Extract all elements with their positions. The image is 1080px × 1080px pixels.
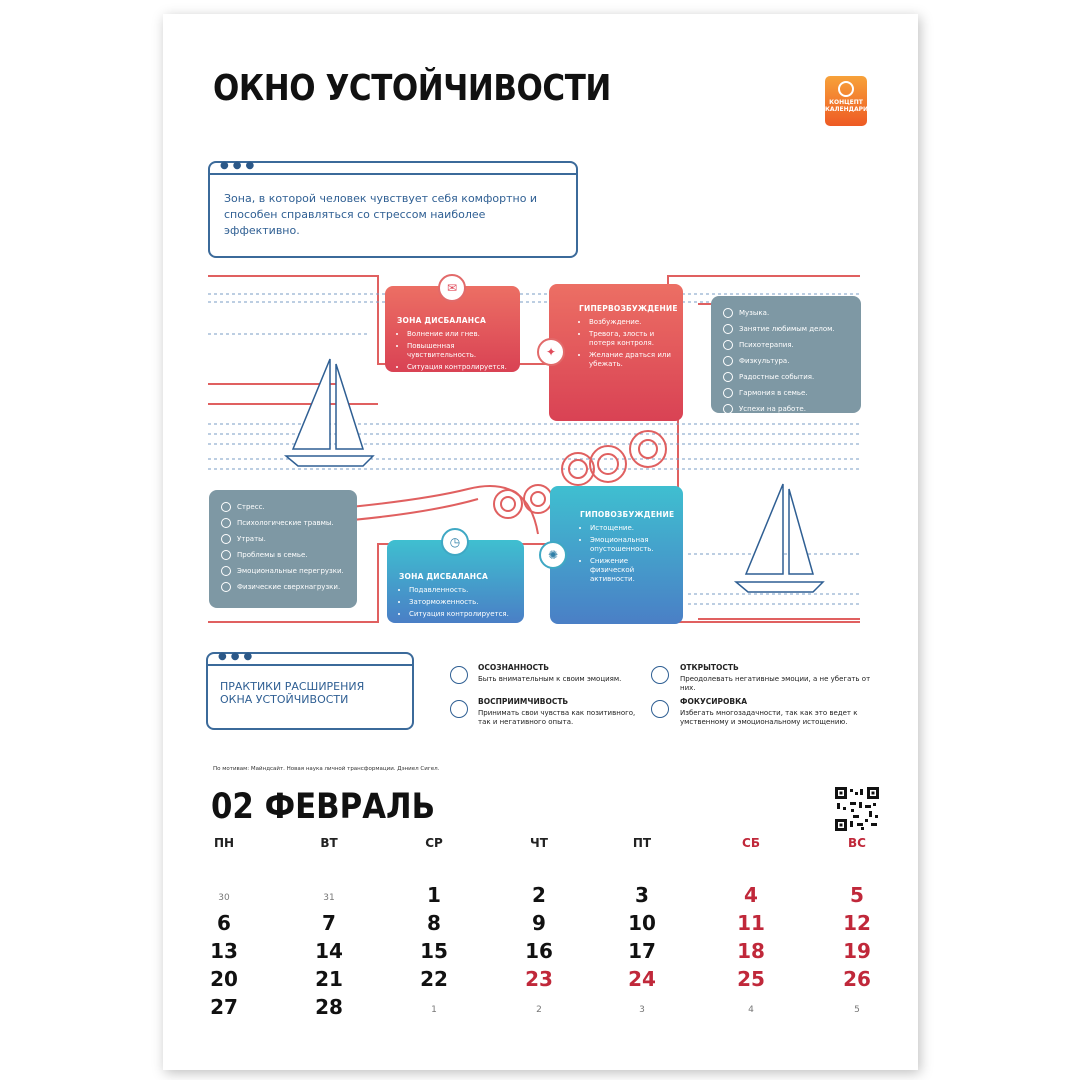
list-item: Занятие любимым делом. — [739, 324, 835, 333]
calendar-day: 5 — [850, 883, 864, 907]
list-item: • Желание драться или убежать. — [589, 351, 673, 369]
practice-text: Преодолевать негативные эмоции, а не убегать от них. — [680, 675, 871, 692]
calendar-day: 14 — [315, 939, 343, 963]
sailboat-left-icon — [286, 359, 373, 466]
list-item: • Волнение или гнев. — [407, 330, 510, 339]
weekday-header: ЧТ — [530, 836, 548, 850]
practice-text: Быть внимательным к своим эмоциям. — [478, 675, 622, 683]
practice-text: Принимать свои чувства как позитивного, так и негативного опыта. — [478, 709, 636, 726]
fight-icon: ✦ — [537, 338, 565, 366]
card-hyperarousal — [549, 284, 683, 421]
list-item: • Ситуация контролируется. — [409, 610, 514, 619]
calendar-day: 1 — [427, 883, 441, 907]
list-item: Эмоциональные перегрузки. — [237, 566, 344, 575]
page-title: ОКНО УСТОЙЧИВОСТИ — [213, 68, 611, 109]
broken-heart-icon — [221, 534, 231, 544]
calendar-day: 11 — [737, 911, 765, 935]
calendar-day-outside: 31 — [323, 893, 335, 903]
list-item: • Истощение. — [590, 524, 673, 533]
list-item: Гармония в семье. — [739, 388, 808, 397]
list-item: • Возбуждение. — [589, 318, 673, 327]
list-item: • Снижение физической активности. — [590, 557, 673, 584]
logo-line2: КАЛЕНДАРИ — [825, 106, 869, 113]
logo-line1: КОНЦЕПТ — [829, 99, 863, 106]
practice-title: ОТКРЫТОСТЬ — [680, 663, 739, 672]
exhaustion-icon: ✺ — [539, 541, 567, 569]
calendar-day: 21 — [315, 967, 343, 991]
calendar-day: 12 — [843, 911, 871, 935]
briefcase-icon — [723, 404, 733, 414]
calendar-day: 25 — [737, 967, 765, 991]
hobby-icon — [723, 324, 733, 334]
calendar-day: 22 — [420, 967, 448, 991]
calendar-day-outside: 2 — [536, 1005, 542, 1015]
focus-target-icon — [651, 700, 669, 718]
calendar-day: 10 — [628, 911, 656, 935]
chat-emotion-icon: ✉ — [438, 274, 466, 302]
practice-item — [680, 697, 885, 727]
source-credit: По мотивам: Майндсайт. Новая наука личной трансформации. Дэниел Сигел. — [213, 766, 440, 772]
weekday-header: СР — [425, 836, 443, 850]
list-item: Успехи на работе. — [739, 404, 806, 413]
list-item: Музыка. — [739, 308, 770, 317]
overload-icon — [221, 566, 231, 576]
list-item: • Подавленность. — [409, 586, 514, 595]
lightbulb-icon — [838, 81, 854, 97]
calendar-day: 17 — [628, 939, 656, 963]
openness-icon — [651, 666, 669, 684]
qr-code-icon[interactable] — [835, 787, 879, 831]
practice-item — [478, 663, 678, 684]
calendar-day: 3 — [635, 883, 649, 907]
calendar-day-outside: 30 — [218, 893, 230, 903]
calendar-day: 26 — [843, 967, 871, 991]
zone-top-title: ЗОНА ДИСБАЛАНСА — [397, 316, 486, 325]
list-item: Психологические травмы. — [237, 518, 334, 527]
list-item: Радостные события. — [739, 372, 815, 381]
calendar-day: 8 — [427, 911, 441, 935]
card-resources — [711, 296, 861, 413]
list-item: Психотерапия. — [739, 340, 794, 349]
calendar-day: 4 — [744, 883, 758, 907]
calendar-day-outside: 3 — [639, 1005, 645, 1015]
list-item: • Эмоциональная опустошенность. — [590, 536, 673, 554]
window-bar — [210, 160, 576, 175]
list-item: Физические сверхнагрузки. — [237, 582, 341, 591]
list-item: Утраты. — [237, 534, 266, 543]
card-stressors — [209, 490, 357, 608]
calendar-day: 18 — [737, 939, 765, 963]
practice-item — [478, 697, 648, 727]
calendar-day: 23 — [525, 967, 553, 991]
calendar-day: 27 — [210, 995, 238, 1019]
calendar-day: 20 — [210, 967, 238, 991]
card-hypoarousal — [550, 486, 683, 624]
calendar-day: 16 — [525, 939, 553, 963]
practice-title: ОСОЗНАННОСТЬ — [478, 663, 549, 672]
weekday-header: ПТ — [632, 836, 652, 850]
list-item: • Ситуация контролируется. — [407, 363, 510, 372]
receptivity-icon — [450, 700, 468, 718]
family-problem-icon — [221, 550, 231, 560]
practices-window — [206, 652, 414, 730]
list-item: • Заторможенность. — [409, 598, 514, 607]
weekday-header: ПН — [213, 836, 235, 850]
mindfulness-icon — [450, 666, 468, 684]
calendar-day: 28 — [315, 995, 343, 1019]
calendar-day: 15 — [420, 939, 448, 963]
month-title: 02 ФЕВРАЛЬ — [211, 787, 436, 827]
sailboat-right-icon — [736, 484, 823, 592]
list-item: Физкультура. — [739, 356, 790, 365]
list-item: • Тревога, злость и потеря контроля. — [589, 330, 673, 348]
calendar-day-outside: 5 — [854, 1005, 860, 1015]
calendar-day-outside: 1 — [431, 1005, 437, 1015]
family-icon — [723, 388, 733, 398]
calendar-page — [163, 14, 918, 1070]
hypo-title: ГИПОВОЗБУЖДЕНИЕ — [580, 510, 675, 519]
trauma-icon — [221, 518, 231, 528]
list-item: Стресс. — [237, 502, 265, 511]
calendar-day: 9 — [532, 911, 546, 935]
weekday-header: СБ — [742, 836, 760, 850]
hyper-title: ГИПЕРВОЗБУЖДЕНИЕ — [579, 304, 678, 313]
weekday-header: ВТ — [320, 836, 338, 850]
calendar-day-outside: 4 — [748, 1005, 754, 1015]
clock-icon: ◷ — [441, 528, 469, 556]
joy-icon — [723, 372, 733, 382]
practice-item — [680, 663, 880, 693]
practice-title: ФОКУСИРОВКА — [680, 697, 748, 706]
calendar-day: 2 — [532, 883, 546, 907]
calendar-day: 7 — [322, 911, 336, 935]
practice-title: ВОСПРИИМЧИВОСТЬ — [478, 697, 569, 706]
stress-icon — [221, 502, 231, 512]
calendar-day: 24 — [628, 967, 656, 991]
therapy-icon — [723, 340, 733, 350]
window-bar — [208, 651, 412, 666]
definition-text: Зона, в которой человек чувствует себя комфортно и способен справляться со стрессом наиболее эффективно. — [224, 192, 538, 237]
calendar-day: 6 — [217, 911, 231, 935]
window-dots-icon: ●●● — [218, 651, 257, 662]
practices-title: ПРАКТИКИ РАСШИРЕНИЯ ОКНА УСТОЙЧИВОСТИ — [220, 680, 365, 706]
list-item: • Повышенная чувствительность. — [407, 342, 510, 360]
practice-text: Избегать многозадачности, так как это ведет к умственному и эмоциональному истощению. — [680, 709, 858, 726]
calendar-day: 13 — [210, 939, 238, 963]
definition-window — [208, 161, 578, 258]
brand-logo — [825, 76, 867, 126]
zone-bottom-title: ЗОНА ДИСБАЛАНСА — [399, 572, 488, 581]
calendar-day: 19 — [843, 939, 871, 963]
window-dots-icon: ●●● — [220, 160, 259, 171]
dumbbell-icon — [723, 356, 733, 366]
weekday-header: ВС — [848, 836, 866, 850]
music-icon — [723, 308, 733, 318]
physical-icon — [221, 582, 231, 592]
list-item: Проблемы в семье. — [237, 550, 308, 559]
